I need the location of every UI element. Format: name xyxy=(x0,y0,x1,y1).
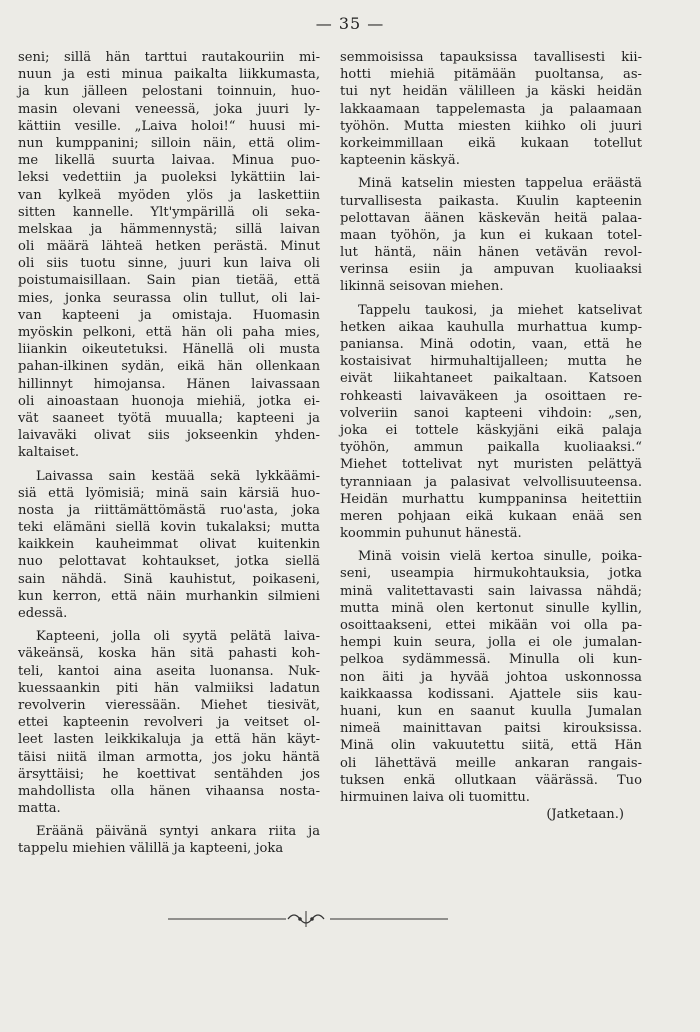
paragraph xyxy=(18,823,320,857)
text-line: Kapteeni, jolla oli syytä pelätä laiva- xyxy=(36,629,320,645)
text-line: matta. xyxy=(18,801,61,817)
text-line: pelottavan äänen käskevän heitä palaa- xyxy=(340,210,642,226)
text-line: van kapteeni ja omistaja. Huomasin xyxy=(18,307,320,323)
text-line: nimeä mainittavan paitsi kirouksissa. xyxy=(340,721,642,737)
text-line: kuessaankin piti hän valmiiksi ladatun xyxy=(18,680,320,696)
paragraph xyxy=(340,49,642,169)
text-line: tui nyt heidän välilleen ja käski heidän xyxy=(340,84,642,100)
text-line: lut häntä, näin hänen vetävän revol- xyxy=(340,245,642,261)
left-column xyxy=(18,49,320,858)
paragraph xyxy=(18,468,320,623)
text-line: kaltaiset. xyxy=(18,445,80,461)
continuation-note: (Jatketaan.) xyxy=(546,807,624,823)
text-line: pelkoa sydämmessä. Minulla oli kun- xyxy=(340,652,642,668)
text-line: työhön. Mutta miesten kiihko oli juuri xyxy=(340,118,642,134)
text-line: likinnä seisovan miehen. xyxy=(340,279,504,295)
text-line: kapteenin käskyä. xyxy=(340,153,460,169)
paragraph xyxy=(340,175,642,295)
text-line: oli ainoastaan huonoja miehiä, jotka ei- xyxy=(18,393,320,409)
text-line: leet lasten leikkikaluja ja että hän käyt- xyxy=(18,732,320,748)
text-line: lakkaamaan tappelemasta ja palaamaan xyxy=(340,101,642,117)
text-line: hempi kuin seura, jolla ei ole jumalan- xyxy=(340,635,642,651)
text-line: siä että lyömisiä; minä sain kärsiä huo- xyxy=(18,485,320,501)
text-line: eivät liikahtaneet paikaltaan. Katsoen xyxy=(340,371,642,387)
paragraph xyxy=(340,302,642,543)
text-line: kun kerron, että näin murhankin silmieni xyxy=(18,588,320,604)
text-line: tyranniaan ja palasivat velvollisuuteensa. xyxy=(340,474,642,490)
text-line: kättiin vesille. „Laiva holoi!“ huusi mi- xyxy=(18,118,320,134)
text-line: revolverin vieressään. Miehet tiesivät, xyxy=(18,697,320,713)
text-line: Heidän murhattu kumppaninsa heitettiin xyxy=(340,491,642,507)
text-line: rohkeasti laivaväkeen ja osoittaen re- xyxy=(340,388,642,404)
text-line: joka ei tottele käskyjäni eikä palaja xyxy=(340,422,642,438)
text-line: non äiti ja hyvää johtoa uskonnossa xyxy=(340,669,642,685)
text-line: me likellä suurta laivaa. Minua puo- xyxy=(18,153,320,169)
text-line: sain nähdä. Sinä kauhistut, poikaseni, xyxy=(18,571,320,587)
text-line: huani, kun en saanut kuulla Jumalan xyxy=(340,703,642,719)
text-line: oli siis tuotu sinne, juuri kun laiva oli xyxy=(18,256,320,272)
right-column xyxy=(340,49,642,823)
paragraph xyxy=(18,49,320,462)
text-line: tuksen enkä ollutkaan väärässä. Tuo xyxy=(340,772,642,788)
text-line: Laivassa sain kestää sekä lykkäämi- xyxy=(36,468,320,484)
text-line: liiankin oikeutetuksi. Hänellä oli musta xyxy=(18,342,320,358)
text-line: korkeimmillaan eikä kukaan totellut xyxy=(340,135,642,151)
text-line: oli lähettävä meille ankaran rangais- xyxy=(340,755,642,771)
text-line: teli, kantoi aina aseita luonansa. Nuk- xyxy=(18,663,320,679)
text-line: Minä katselin miesten tappelua eräästä xyxy=(358,176,642,192)
text-line: tappelu miehien välillä ja kapteeni, joka xyxy=(18,841,284,857)
text-line: nuo pelottavat kohtaukset, jotka siellä xyxy=(18,554,320,570)
text-line: Minä voisin vielä kertoa sinulle, poika- xyxy=(358,549,642,565)
text-line: leksi vedettiin ja puoleksi lykättiin lai- xyxy=(18,170,320,186)
text-line: nosta ja riittämättömästä ruo'asta, joka xyxy=(18,502,320,518)
text-line: kaikkaassa kodissani. Ajattele siis kau- xyxy=(340,686,642,702)
text-line: semmoisissa tapauksissa tavallisesti kii- xyxy=(340,50,642,65)
end-ornament xyxy=(168,909,448,929)
text-line: mahdollista olla hänen vihaansa nosta- xyxy=(18,783,320,799)
text-line: vät saaneet työtä muualla; kapteeni ja xyxy=(18,410,320,426)
text-line: masin olevani veneessä, joka juuri ly- xyxy=(18,101,320,117)
text-line: Tappelu taukosi, ja miehet katselivat xyxy=(358,302,642,318)
text-line: sitten kannelle. Ylt'ympärillä oli seka- xyxy=(18,204,320,220)
text-line: poistumaisillaan. Sain pian tietää, että xyxy=(18,273,320,289)
text-line: mies, jonka seurassa olin tullut, oli lai- xyxy=(18,290,320,306)
text-line: työhön, ammun paikalla kuoliaaksi.“ xyxy=(340,440,642,456)
text-line: pahan-ilkinen sydän, eikä hän ollenkaan xyxy=(18,359,320,375)
page-number: — 35 — xyxy=(315,14,385,33)
paragraph xyxy=(340,548,642,806)
text-line: nuun ja esti minua paikalta liikkumasta, xyxy=(18,67,320,83)
text-line: ettei kapteenin revolveri ja veitset ol- xyxy=(18,715,320,731)
text-line: maan työhön, ja kun ei kukaan totel- xyxy=(340,227,642,243)
text-line: Minä olin vakuutettu siitä, että Hän xyxy=(340,738,642,754)
text-line: ärsyttäisi; he koettivat sentähden jos xyxy=(18,766,320,782)
text-line: kaikkein kauheimmat olivat kuitenkin xyxy=(18,537,320,553)
text-line: Miehet tottelivat nyt muristen pelättyä xyxy=(340,457,642,473)
text-line: ja kun jälleen pelostani toinnuin, huo- xyxy=(18,84,320,100)
text-line: osoittaakseni, ettei mikään voi olla pa- xyxy=(340,618,642,633)
text-line: turvallisesta paikasta. Kuulin kapteenin xyxy=(340,193,642,209)
text-line: hillinnyt himojansa. Hänen laivassaan xyxy=(18,376,320,392)
text-line: van kylkeä myöden ylös ja laskettiin xyxy=(18,187,320,203)
text-line: volveriin sanoi kapteeni vihdoin: „sen, xyxy=(340,405,642,421)
text-line: koommin puhunut hänestä. xyxy=(340,526,522,542)
text-line: kostaisivat hirmuhaltijalleen; mutta he xyxy=(340,354,642,370)
paragraph xyxy=(18,628,320,817)
text-line: väkeänsä, koska hän sitä pahasti koh- xyxy=(18,646,320,662)
text-line: seni; sillä hän tarttui rautakouriin mi- xyxy=(18,50,320,65)
text-line: paniansa. Minä odotin, vaan, että he xyxy=(340,337,642,352)
text-line: laivaväki olivat siis jokseenkin yhden- xyxy=(18,428,320,444)
text-line: täisi niitä ilman armotta, jos joku häntä xyxy=(18,749,320,765)
text-line: Eräänä päivänä syntyi ankara riita ja xyxy=(36,824,320,840)
text-line: seni, useampia hirmukohtauksia, jotka xyxy=(340,566,642,582)
text-line: verinsa esiin ja ampuvan kuoliaaksi xyxy=(340,262,642,278)
text-line: meren pohjaan eikä kukaan enää sen xyxy=(340,508,642,524)
text-line: hotti miehiä pitämään puoltansa, as- xyxy=(340,67,642,83)
text-line: oli määrä lähteä hetken perästä. Minut xyxy=(18,239,320,255)
text-line: melskaa ja hämmennystä; sillä laivan xyxy=(18,221,320,237)
text-line: hirmuinen laiva oli tuomittu. xyxy=(340,789,530,805)
text-line: mutta minä olen kertonut sinulle kyllin, xyxy=(340,600,642,616)
text-line: minä valitettavasti sain laivassa nähdä; xyxy=(340,583,642,599)
text-line: nun kumppanini; silloin näin, että olim- xyxy=(18,135,320,151)
text-line: myöskin pelkoni, että hän oli paha mies, xyxy=(18,325,320,340)
text-line: edessä. xyxy=(18,606,68,621)
text-line: hetken aikaa kauhulla murhattua kump- xyxy=(340,319,642,335)
text-line: teki elämäni siellä kovin tukalaksi; mutta xyxy=(18,520,320,536)
